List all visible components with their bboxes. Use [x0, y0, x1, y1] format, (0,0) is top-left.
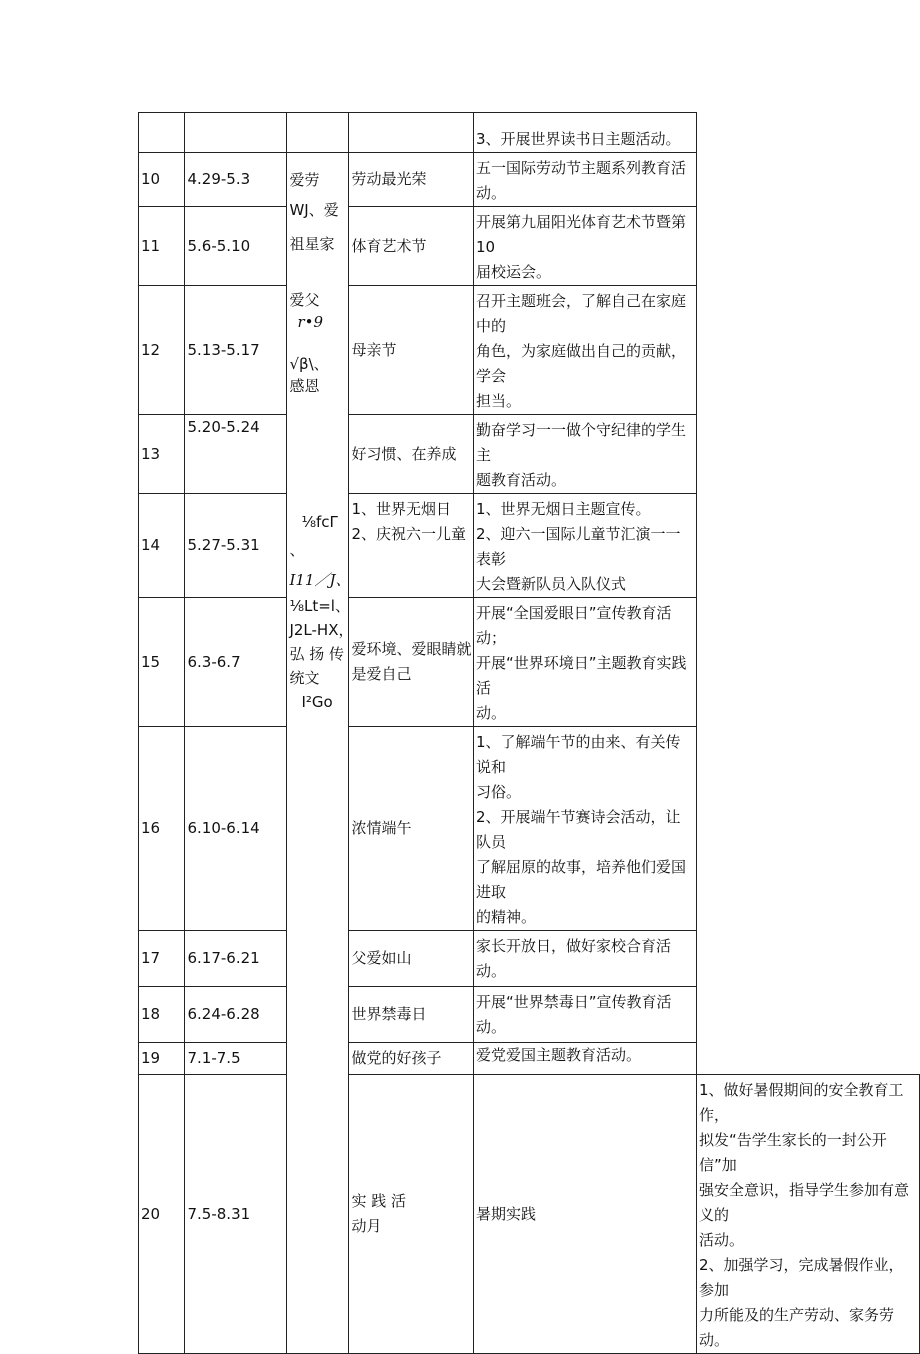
- row-title: [349, 727, 474, 931]
- content-line: 3、开展世界读书日主题活动。: [476, 130, 681, 148]
- theme-line: 弘 扬 传: [289, 645, 344, 663]
- content-line: 角色，为家庭做出自己的贡献，学会: [476, 342, 687, 385]
- row-number: 18: [139, 987, 185, 1043]
- row-number: 13: [139, 415, 185, 494]
- title-line: 做党的好孩子: [351, 1049, 442, 1067]
- table-row: [139, 494, 920, 598]
- row-title: [349, 931, 474, 987]
- content-line: 爱党爱国主题教育活动。: [476, 1046, 642, 1064]
- row-date: 7.5-8.31: [185, 1075, 287, 1354]
- content-line: 题教育活动。: [476, 471, 567, 489]
- row-title: [349, 494, 474, 598]
- row-content: [474, 727, 697, 931]
- row-content: [474, 207, 697, 286]
- row-date: 5.27-5.31: [185, 494, 287, 598]
- content-line: 开展“世界环境日”主题教育实践活: [476, 654, 687, 697]
- row-title: [349, 153, 474, 207]
- content-line: 1、了解端午节的由来、有关传说和: [476, 733, 681, 776]
- title-line: 爱环境、爱眼睛就: [351, 640, 472, 658]
- content-line: 动。: [476, 704, 507, 722]
- theme-line: ⅛fcΓ: [301, 513, 338, 531]
- table-row: [139, 987, 920, 1043]
- row-date: 6.17-6.21: [185, 931, 287, 987]
- row-content: [474, 153, 697, 207]
- theme-line: I11／J、: [289, 571, 351, 589]
- theme-line: I²Go: [301, 693, 333, 711]
- content-line: 活动。: [698, 1231, 744, 1249]
- content-line: 力所能及的生产劳动、家务劳动。: [698, 1306, 894, 1349]
- row-content: [474, 931, 697, 987]
- row-date: 5.13-5.17: [185, 286, 287, 415]
- content-line: 2、开展端午节赛诗会活动，让队员: [476, 808, 681, 851]
- theme-line: J2L-HX，: [289, 621, 354, 639]
- content-line: 开展“全国爱眼日”宣传教育活动；: [476, 604, 672, 647]
- table-row: [139, 286, 920, 415]
- row-number: 12: [139, 286, 185, 415]
- content-line: 担当。: [476, 392, 522, 410]
- content-line: 了解屈原的故事，培养他们爱国进取: [476, 858, 687, 901]
- title-line: 母亲节: [351, 340, 397, 359]
- row-number: 16: [139, 727, 185, 931]
- row-number: 14: [139, 494, 185, 598]
- content-line: 2、加强学习，完成暑假作业，参加: [698, 1256, 904, 1299]
- row-number: 11: [139, 207, 185, 286]
- row-number: [139, 113, 185, 153]
- theme-line: 祖星家: [289, 235, 335, 253]
- title-line: 劳动最光荣: [351, 170, 427, 188]
- title-line: 父爱如山: [351, 949, 412, 967]
- title-line: 浓情端午: [351, 819, 412, 837]
- table-row: [139, 727, 920, 931]
- theme-line: r•9: [297, 313, 323, 331]
- content-line: 1、做好暑假期间的安全教育工作，: [698, 1081, 904, 1124]
- row-content: [474, 286, 697, 415]
- row-content: [474, 1043, 697, 1075]
- row-number: 10: [139, 153, 185, 207]
- theme-cell-summer: [349, 1075, 474, 1354]
- content-line: 家长开放日，做好家校合育活动。: [476, 937, 672, 980]
- content-line: 2、迎六一国际儿童节汇演一一表彰: [476, 525, 681, 568]
- row-date: 7.1-7.5: [185, 1043, 287, 1075]
- theme-line: 爱父: [289, 291, 320, 309]
- row-date: 6.10-6.14: [185, 727, 287, 931]
- row-title: [349, 113, 474, 153]
- row-date: 4.29-5.3: [185, 153, 287, 207]
- content-line: 五一国际劳动节主题系列教育活动。: [476, 159, 687, 202]
- row-date: 5.6-5.10: [185, 207, 287, 286]
- row-date: 6.24-6.28: [185, 987, 287, 1043]
- title-line: 1、世界无烟日: [351, 500, 451, 518]
- title-line: 2、庆祝六一儿童: [351, 525, 466, 543]
- row-title: [349, 415, 474, 494]
- row-content: [696, 1075, 919, 1354]
- row-date: 6.3-6.7: [185, 598, 287, 727]
- title-line: 是爱自己: [351, 665, 412, 683]
- content-line: 拟发“告学生家长的一封公开信”加: [698, 1131, 887, 1174]
- theme-line: 感恩: [289, 377, 320, 395]
- theme-cell-top: [287, 113, 349, 153]
- row-title: [349, 987, 474, 1043]
- row-date: 5.20-5.24: [185, 415, 287, 494]
- row-content: [474, 494, 697, 598]
- theme-line: 爱劳: [289, 171, 320, 189]
- title-line: 世界禁毒日: [351, 1005, 427, 1023]
- table-row: [139, 1043, 920, 1075]
- table-row: [139, 153, 920, 207]
- content-line: 强安全意识，指导学生参加有意义的: [698, 1181, 909, 1224]
- title-line: 好习惯、在养成: [351, 444, 457, 463]
- theme-line: 、: [289, 541, 305, 559]
- content-line: 开展“世界禁毒日”宣传教育活动。: [476, 993, 672, 1036]
- row-content: [474, 415, 697, 494]
- row-number: 17: [139, 931, 185, 987]
- content-line: 的精神。: [476, 908, 537, 926]
- row-title: [349, 286, 474, 415]
- table-row: [139, 207, 920, 286]
- content-line: 勤奋学习一一做个守纪律的学生主: [476, 421, 687, 464]
- table-row: [139, 113, 920, 153]
- content-line: 届校运会。: [476, 263, 552, 281]
- table-row: [139, 1075, 920, 1354]
- theme-column-cell: [287, 153, 354, 1354]
- theme-column: [287, 153, 354, 774]
- row-content: [474, 113, 697, 153]
- row-title: [349, 207, 474, 286]
- theme-line: WJ、爱: [289, 201, 339, 219]
- theme-line: 统文: [289, 669, 320, 687]
- theme-summer-line: 实 践 活: [351, 1192, 406, 1210]
- row-number: 15: [139, 598, 185, 727]
- row-number: 19: [139, 1043, 185, 1075]
- table-row: [139, 598, 920, 727]
- row-number: 20: [139, 1075, 185, 1354]
- content-line: 大会暨新队员入队仪式: [476, 575, 627, 593]
- content-line: 1、世界无烟日主题宣传。: [476, 500, 651, 518]
- table-row: [139, 415, 920, 494]
- content-line: 开展第九届阳光体育艺术节暨第10: [476, 213, 687, 256]
- theme-summer-line: 动月: [351, 1217, 382, 1235]
- title-line: 体育艺术节: [351, 236, 427, 255]
- row-content: [474, 987, 697, 1043]
- row-title: [474, 1075, 697, 1354]
- theme-line: ⅛Lt=l、: [289, 597, 350, 615]
- theme-line: √β\、: [289, 355, 329, 373]
- row-date: [185, 113, 287, 153]
- row-title: [349, 1043, 474, 1075]
- title-line: 暑期实践: [476, 1204, 537, 1223]
- table-row: [139, 931, 920, 987]
- content-line: 习俗。: [476, 783, 522, 801]
- row-title: [349, 598, 474, 727]
- activity-schedule-table: [138, 112, 920, 1354]
- row-content: [474, 598, 697, 727]
- content-line: 召开主题班会，了解自己在家庭中的: [476, 292, 687, 335]
